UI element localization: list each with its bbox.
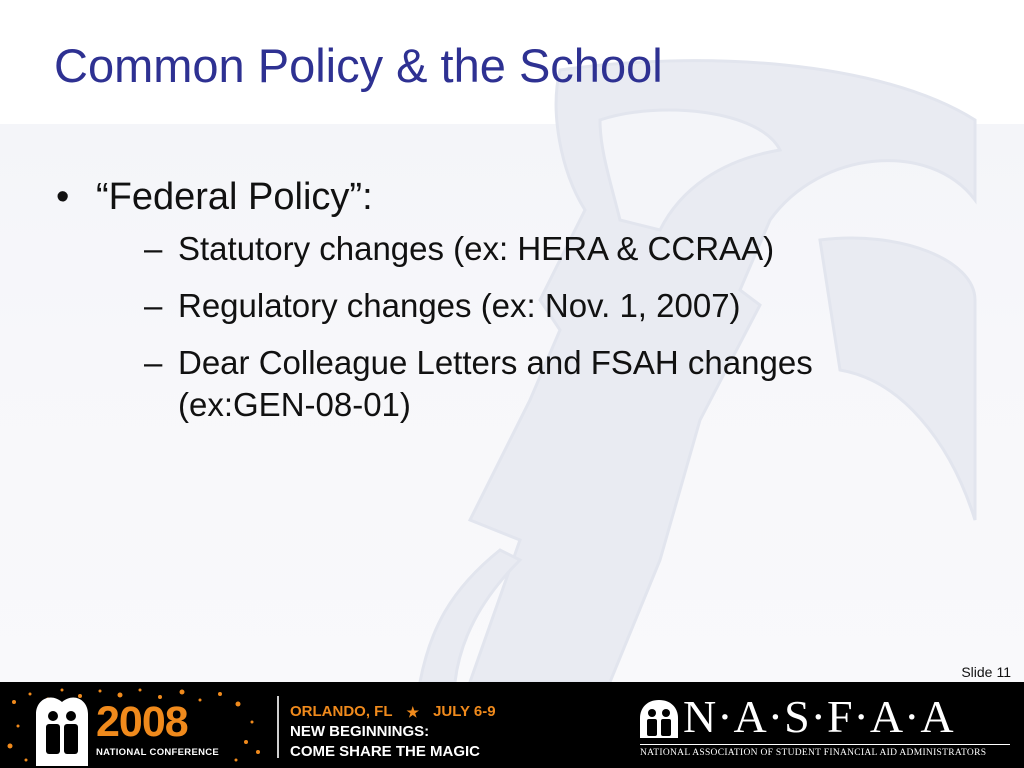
- event-theme-line2: COME SHARE THE MAGIC: [290, 743, 481, 760]
- bullet-list: [56, 170, 956, 441]
- nasfaa-wordmark: N·A·S·F·A·A: [683, 691, 955, 742]
- event-location-line: [290, 702, 496, 722]
- sub-bullet-marker: –: [144, 344, 163, 381]
- sub-bullet-text: Regulatory changes (ex: Nov. 1, 2007): [178, 287, 741, 324]
- event-location: ORLANDO, FL: [290, 703, 393, 720]
- nasfaa-full-name: NATIONAL ASSOCIATION OF STUDENT FINANCIAL AID ADMINISTRATORS: [640, 748, 987, 758]
- sub-bullet-item: [96, 228, 956, 270]
- footer-banner: [0, 682, 1024, 768]
- nasfaa-emblem-icon: [638, 698, 680, 740]
- event-details: [290, 702, 496, 762]
- sub-bullet-item: [96, 285, 956, 327]
- sub-bullet-text: Statutory changes (ex: HERA & CCRAA): [178, 230, 775, 267]
- bullet-text: “Federal Policy”:: [96, 176, 373, 218]
- slide-number-label: Slide: [961, 664, 993, 680]
- nasfaa-underline: [640, 744, 1010, 745]
- footer-divider: [277, 696, 279, 758]
- event-dates: JULY 6-9: [433, 703, 496, 720]
- bullet-item: [56, 170, 956, 426]
- conference-year: 2008: [96, 698, 188, 746]
- sub-bullet-text: Dear Colleague Letters and FSAH changes (ex:GEN-08-01): [178, 344, 813, 423]
- sub-bullet-list: [96, 228, 956, 426]
- sub-bullet-marker: –: [144, 230, 163, 267]
- slide-title: Common Policy & the School: [54, 39, 663, 92]
- slide-number: [961, 664, 1011, 680]
- bullet-marker: •: [56, 176, 70, 218]
- event-theme-line1: NEW BEGINNINGS:: [290, 723, 430, 740]
- star-icon: ★: [406, 704, 420, 720]
- slide-number-value: 11: [996, 664, 1011, 680]
- sub-bullet-item: [96, 342, 956, 426]
- conference-label: NATIONAL CONFERENCE: [96, 747, 220, 758]
- sub-bullet-marker: –: [144, 287, 163, 324]
